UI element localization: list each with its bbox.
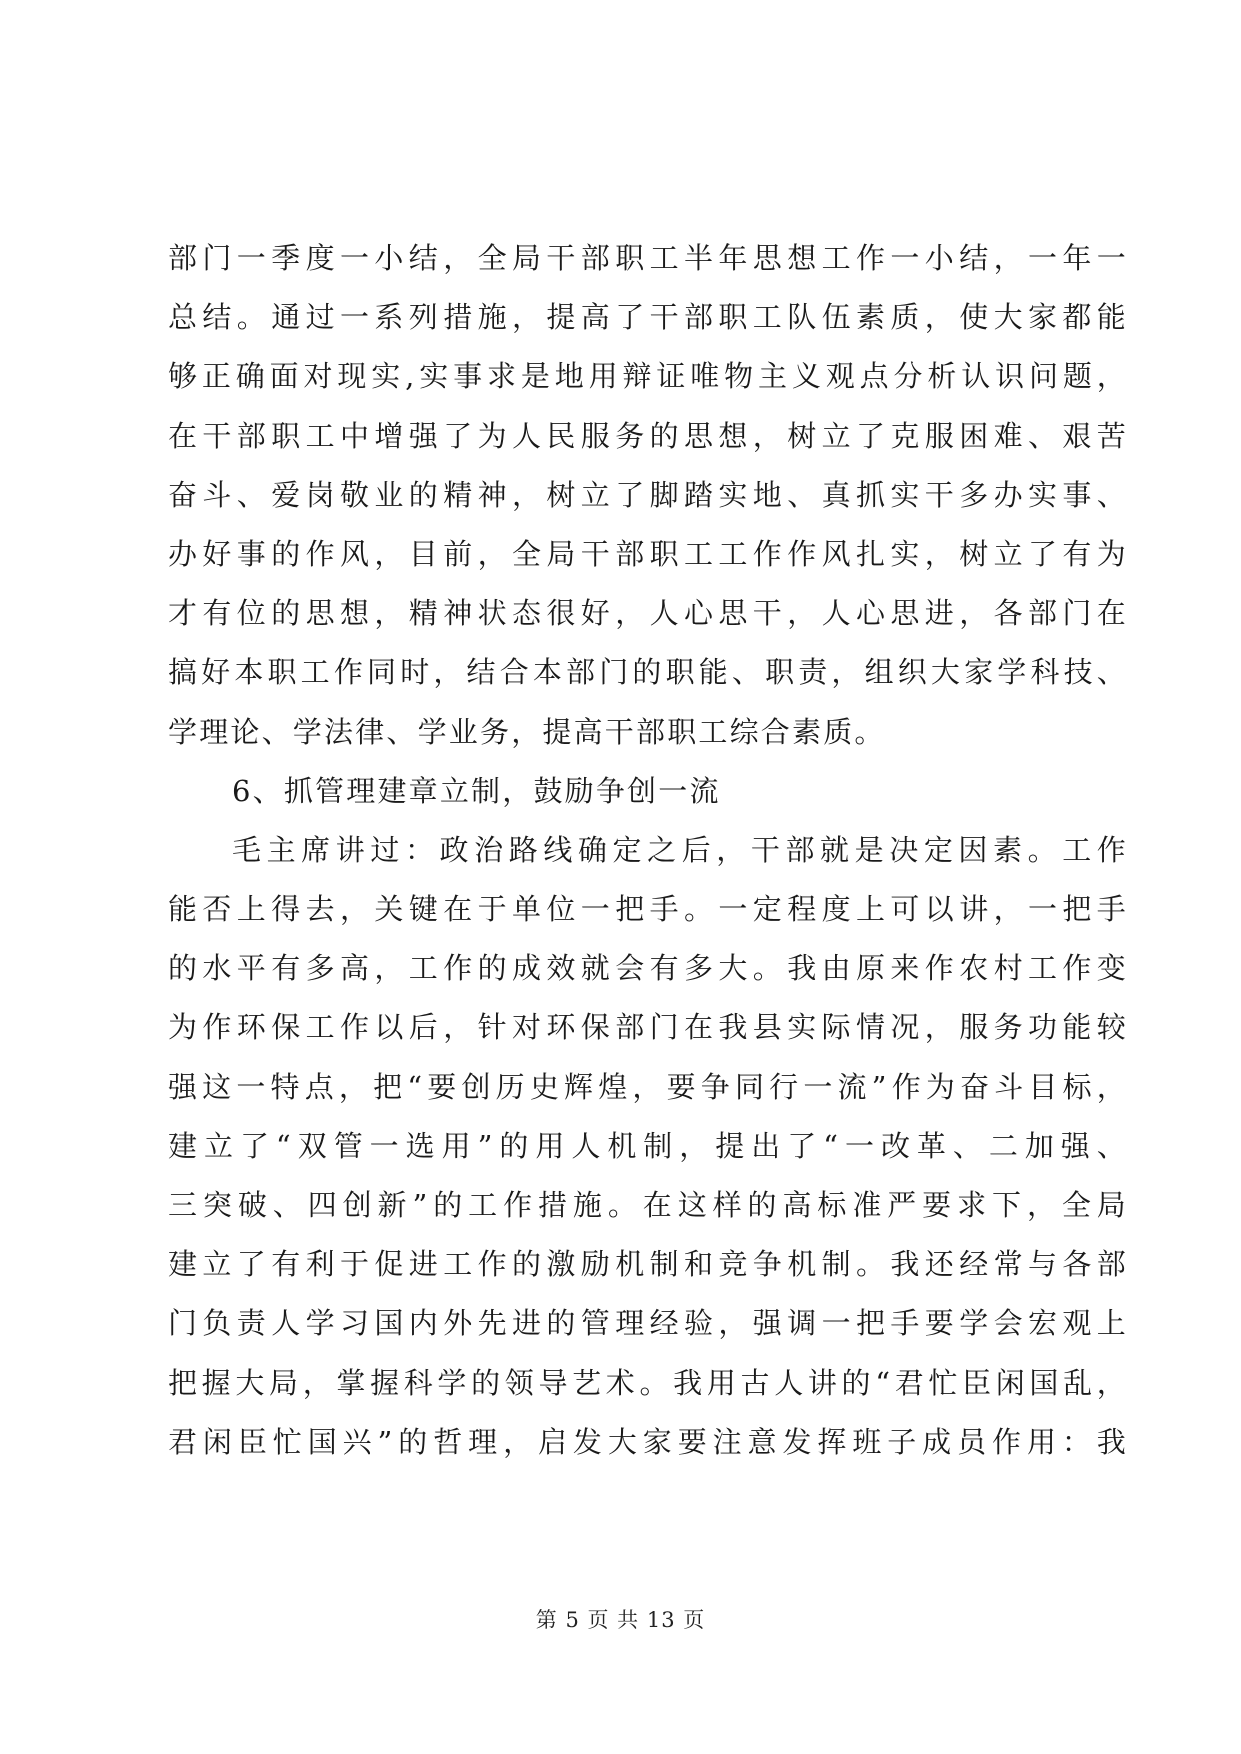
paragraph-line: 才有位的思想，精神状态很好，人心思干，人心思进，各部门在	[168, 596, 1128, 631]
paragraph-line: 门负责人学习国内外先进的管理经验，强调一把手要学会宏观上	[168, 1306, 1128, 1341]
section-heading: 6、抓管理建章立制，鼓励争创一流	[232, 773, 721, 808]
paragraph-line: 部门一季度一小结，全局干部职工半年思想工作一小结，一年一	[168, 241, 1128, 275]
paragraph-line: 毛主席讲过：政治路线确定之后，干部就是决定因素。工作	[232, 832, 1128, 867]
paragraph-line: 三突破、四创新”的工作措施。在这样的高标准严要求下，全局	[168, 1188, 1128, 1222]
paragraph-line: 办好事的作风，目前，全局干部职工工作作风扎实，树立了有为	[168, 536, 1128, 571]
paragraph-line: 建立了“双管一选用”的用人机制，提出了“一改革、二加强、	[168, 1128, 1128, 1163]
paragraph-line: 学理论、学法律、学业务，提高干部职工综合素质。	[168, 714, 886, 749]
paragraph-line: 为作环保工作以后，针对环保部门在我县实际情况，服务功能较	[168, 1010, 1128, 1045]
body-text	[168, 229, 1128, 1472]
paragraph-line: 在干部职工中增强了为人民服务的思想，树立了克服困难、艰苦	[168, 418, 1128, 453]
paragraph-line: 强这一特点，把“要创历史辉煌，要争同行一流”作为奋斗目标，	[168, 1069, 1128, 1104]
page-footer: 第 5 页 共 13 页	[535, 1608, 706, 1632]
paragraph-line: 总结。通过一系列措施，提高了干部职工队伍素质，使大家都能	[168, 300, 1128, 335]
paragraph-line: 能否上得去，关键在于单位一把手。一定程度上可以讲，一把手	[168, 892, 1128, 927]
paragraph-line: 奋斗、爱岗敬业的精神，树立了脚踏实地、真抓实干多办实事、	[168, 477, 1128, 512]
paragraph-line: 够正确面对现实,实事求是地用辩证唯物主义观点分析认识问题，	[168, 359, 1128, 394]
paragraph-line: 建立了有利于促进工作的激励机制和竞争机制。我还经常与各部	[168, 1247, 1128, 1282]
paragraph-line: 把握大局，掌握科学的领导艺术。我用古人讲的“君忙臣闲国乱，	[168, 1365, 1128, 1400]
paragraph-line: 搞好本职工作同时，结合本部门的职能、职责，组织大家学科技、	[168, 655, 1128, 690]
paragraph-line: 的水平有多高，工作的成效就会有多大。我由原来作农村工作变	[168, 951, 1128, 986]
paragraph-line: 君闲臣忙国兴”的哲理，启发大家要注意发挥班子成员作用：我	[168, 1424, 1128, 1459]
